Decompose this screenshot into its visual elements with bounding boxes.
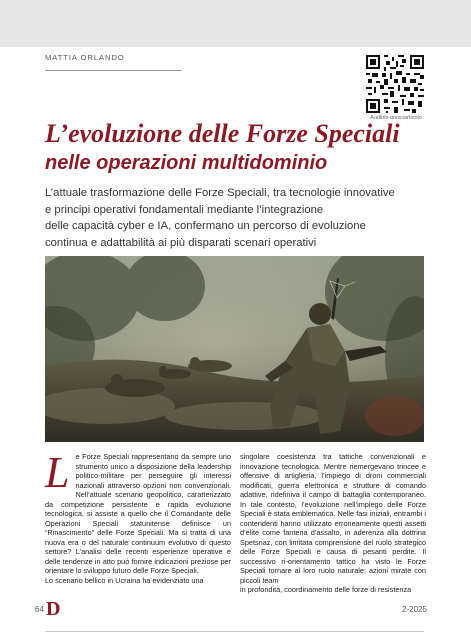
article-lead	[45, 185, 435, 251]
body-column-right	[240, 452, 426, 595]
body-column-left	[45, 448, 231, 585]
body-paragraph: e Forze Speciali rappresentano da sempre uno strumento unico a disposizione della leadership politico-militare per perseguire gli interessi nazionali attraverso opzioni non convenzionali. Nell’attuale scenario geopolitico, caratterizzato da competizione persistente e rapida evoluzione tecnologica, si assiste a quello che il Comandante delle Operazioni Speciali statunitense definisce un “Rinascimento” delle Forze Speciali. Ma si tratta di una nuova era o del naturale continuum evolutivo di questo settore? L’analisi delle recenti esperienze operative e delle tendenze in atto può fornire indicazioni preziose per orientare lo sviluppo futuro delle Forze Speciali.	[45, 452, 231, 575]
title-main: L’evoluzione delle Forze Speciali	[45, 119, 400, 148]
author-divider	[45, 70, 182, 71]
body-paragraph	[240, 452, 426, 595]
lead-line: delle capacità cyber e IA, confermano un percorso di evoluzione	[45, 220, 366, 232]
drop-cap: L	[45, 448, 70, 497]
body-text: in profondità, coordinamento delle forze di resistenza	[240, 585, 412, 594]
body-text: singolare coesistenza tra tattiche convenzionali e innovazione tecnologica. Mentre riemergevano trincee e offensive di artiglieria, l’impiego di droni commerciali modificati, guerra elettronica e strutture di comando adattive, ridefiniva il campo di battaglia contemporaneo. In tale contesto, l’evoluzione nell’impiego delle Forze Speciali è stata emblematica. Nelle fasi iniziali, entrambi i contendenti hanno utilizzato erroneamente questi assetti d’élite come fanteria d’assalto, in aderenza alla dottrina Spetsnaz, con limitata comprensione del ruolo strategico delle Forze Speciali e causa di pesanti perdite. Il successivo ri-orientamento tattico ha visto le Forze Speciali tornare al loro ruolo naturale: azioni mirate con piccoli	[240, 452, 426, 585]
lead-line: L’attuale trasformazione delle Forze Speciali, tra tecnologie innovative	[45, 187, 395, 199]
lead-line: continua e adattabilità ai più disparati scenari operativi	[45, 236, 317, 249]
qr-caption: Audible unisciarticolo	[370, 115, 422, 121]
footer-divider	[45, 631, 424, 632]
author-name: MATTIA ORLANDO	[45, 53, 125, 62]
lead-line: e principi operativi fondamentali mediante l’integrazione	[45, 203, 324, 216]
magazine-logo: D	[46, 598, 61, 620]
qr-code-icon[interactable]	[366, 55, 424, 113]
article-title	[45, 121, 445, 173]
hero-photo-soldiers	[45, 256, 424, 442]
title-subtitle: nelle operazioni multidominio	[45, 152, 328, 174]
body-emphasis: team	[262, 575, 279, 585]
top-band	[0, 0, 471, 47]
page-number: 64	[35, 605, 44, 614]
issue-number: 2-2025	[402, 605, 427, 614]
body-paragraph: Lo scenario bellico in Ucraina ha evidenziato una	[45, 575, 204, 585]
